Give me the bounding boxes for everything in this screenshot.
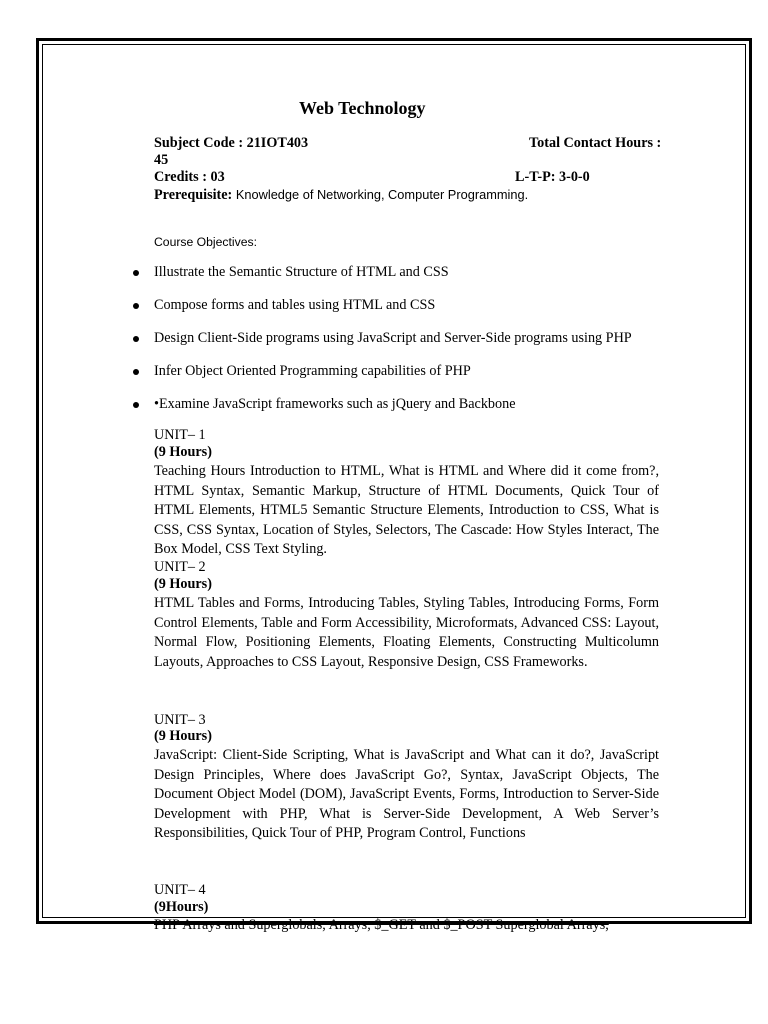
prerequisite [154, 185, 528, 206]
unit-description: JavaScript: Client-Side Scripting, What is JavaScript and What can it do?, JavaScript Design Principles, Where does JavaScript Go?, Syntax, JavaScript Objects, The Document Object Model (DOM), JavaScript Events, Forms, Introduction to Server-Side Development with PHP, What is Server-Side Development, A Web Server’s Responsibilities, Quick Tour of PHP, Program Control, Functions [154, 747, 659, 841]
objective-text: Illustrate the Semantic Structure of HTML and CSS [154, 264, 449, 280]
prerequisite-label: Prerequisite: [154, 187, 233, 203]
bullet-icon [133, 402, 139, 408]
bullet-icon [133, 270, 139, 276]
unit-description: Teaching Hours Introduction to HTML, What is HTML and Where did it come from?, HTML Syntax, Semantic Markup, Structure of HTML Documents, Quick Tour of HTML Elements, HTML5 Semantic Structure Elements, Introduction to CSS, What is CSS, CSS Syntax, Location of Styles, Selectors, The Cascade: How Styles Interact, The Box Model, CSS Text Styling. [154, 463, 659, 557]
document-title: Web Technology [299, 98, 426, 118]
objective-item [154, 263, 449, 283]
unit-heading: UNIT– 1 [154, 427, 206, 443]
objective-item [154, 395, 516, 415]
unit-description: PHP Arrays and Superglobals, Arrays, $_GET and $_POST Superglobal Arrays, [154, 917, 609, 933]
objective-text: •Examine JavaScript frameworks such as jQuery and Backbone [154, 396, 516, 412]
objective-text: Design Client-Side programs using JavaScript and Server-Side programs using PHP [154, 330, 632, 346]
total-contact-hours-label: Total Contact Hours : [529, 135, 662, 151]
unit-heading: UNIT– 4 [154, 882, 206, 898]
ltp: L-T-P: 3-0-0 [515, 169, 590, 185]
objective-item [154, 329, 632, 349]
page-border-inner [42, 44, 746, 933]
objective-item [154, 362, 471, 382]
bullet-icon [133, 336, 139, 342]
bullet-icon [133, 369, 139, 375]
bullet-icon [133, 303, 139, 309]
objectives-label: Course Objectives: [154, 235, 257, 249]
unit-hours: (9Hours) [154, 899, 209, 915]
total-contact-hours-value: 45 [154, 152, 169, 168]
unit-heading: UNIT– 2 [154, 559, 206, 575]
unit-hours: (9 Hours) [154, 728, 212, 744]
credits: Credits : 03 [154, 169, 225, 185]
page-border [36, 38, 752, 933]
unit-heading: UNIT– 3 [154, 712, 206, 728]
unit-hours: (9 Hours) [154, 576, 212, 592]
objective-text: Infer Object Oriented Programming capabilities of PHP [154, 363, 471, 379]
objective-text: Compose forms and tables using HTML and CSS [154, 297, 436, 313]
prerequisite-text: Knowledge of Networking, Computer Programming. [232, 187, 529, 202]
objective-item [154, 296, 435, 316]
subject-code: Subject Code : 21IOT403 [154, 135, 309, 151]
unit-description: HTML Tables and Forms, Introducing Tables, Styling Tables, Introducing Forms, Form Control Elements, Table and Form Accessibility, Microformats, Advanced CSS: Layout, Normal Flow, Positioning Elements, Floating Elements, Constructing Multicolumn Layouts, Approaches to CSS Layout, Responsive Design, CSS Frameworks. [154, 595, 659, 670]
unit-hours: (9 Hours) [154, 444, 212, 460]
